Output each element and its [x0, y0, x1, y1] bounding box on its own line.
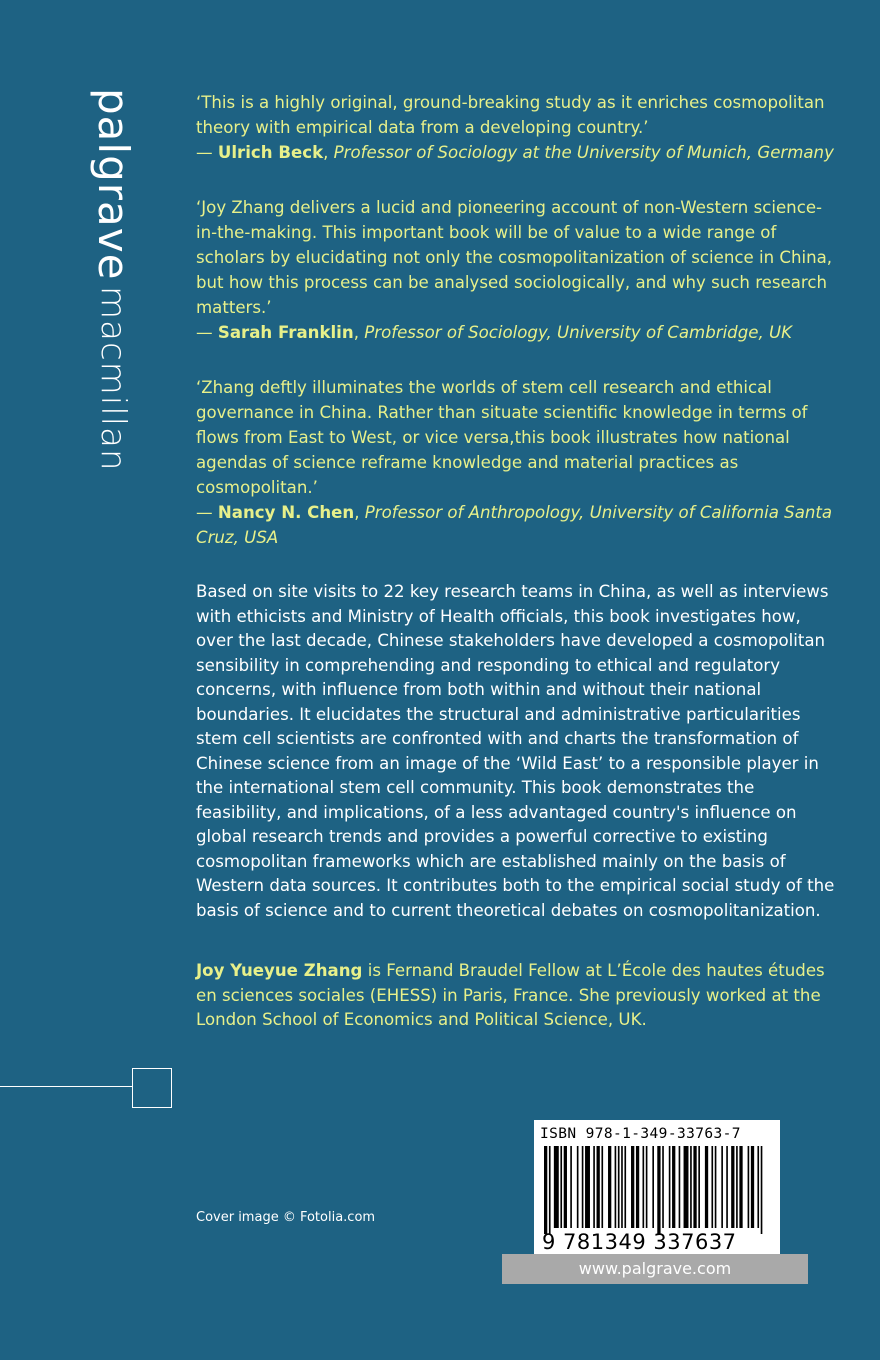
barcode-bar — [646, 1146, 648, 1228]
quote-dash: — — [196, 143, 213, 162]
barcode-bar — [636, 1146, 639, 1228]
quote-author: Ulrich Beck — [217, 143, 324, 162]
barcode-bar — [570, 1146, 572, 1228]
barcode-bar — [705, 1146, 708, 1228]
author-bio — [196, 959, 836, 1033]
quote-author: Sarah Franklin — [217, 323, 354, 342]
barcode-bar — [672, 1146, 675, 1228]
barcode-bar — [582, 1146, 584, 1228]
endorsement-quote — [196, 90, 836, 165]
barcode-bar — [693, 1146, 696, 1228]
barcode-bar — [652, 1146, 654, 1228]
barcode-bar — [597, 1146, 600, 1228]
quote-author-role: Professor of Anthropology, University of California Santa Cruz, USA — [196, 503, 833, 547]
author-bio-text: is Fernand Braudel Fellow at L’École des hautes études en sciences sociales (EHESS) in Paris, France. She previously worked at the London School of Economics and Political Science, UK. — [196, 961, 825, 1029]
barcode-bar — [739, 1146, 742, 1228]
barcode-bar — [601, 1146, 603, 1228]
decorative-square — [132, 1068, 172, 1108]
quote-text: ‘This is a highly original, ground-breaking study as it enriches cosmopolitan theory with empirical data from a developing country.’ — [196, 93, 825, 137]
barcode-bar — [698, 1146, 700, 1228]
publisher-logo — [89, 88, 138, 472]
quote-attribution: — Sarah Franklin, Professor of Sociology, University of Cambridge, UK — [196, 323, 793, 342]
decorative-rule — [0, 1086, 132, 1087]
barcode-bar — [585, 1146, 590, 1228]
isbn-barcode — [534, 1120, 780, 1254]
barcode-bar — [731, 1146, 734, 1228]
barcode-bar — [643, 1146, 645, 1228]
barcode-bar — [631, 1146, 634, 1228]
barcode-bar — [608, 1146, 611, 1228]
quote-text: ‘Zhang deftly illuminates the worlds of stem cell research and ethical governance in China. Rather than situate scientific knowledge in terms of flows from East to West, or vice versa,this book illustrates how national agendas of science reframe knowledge and material practices as cosmopolitan.’ — [196, 378, 808, 497]
isbn-digits: 9 781349 337637 — [542, 1230, 737, 1254]
quote-dash: — — [196, 503, 213, 522]
quote-text: ‘Joy Zhang delivers a lucid and pioneering account of non-Western science-in-the-making. This important book will be of value to a wide range of scholars by elucidating not only the cosmopolitanization of science in China, but how this process can be analysed sociologically, and why such research matters.’ — [196, 198, 833, 317]
barcode-bar — [593, 1146, 595, 1228]
barcode-bar — [726, 1146, 728, 1228]
quote-author-role: Professor of Sociology, University of Cambridge, UK — [364, 323, 793, 342]
endorsement-quote — [196, 375, 836, 550]
publisher-website: www.palgrave.com — [502, 1254, 808, 1284]
barcode-bar — [618, 1146, 620, 1228]
barcode-bar — [684, 1146, 689, 1228]
author-name: Joy Yueyue Zhang — [196, 961, 363, 980]
publisher-logo-line1: palgrave — [89, 88, 138, 281]
cover-text — [196, 90, 836, 1033]
quote-attribution: — Nancy N. Chen, Professor of Anthropology, University of California Santa Cruz, USA — [196, 503, 833, 547]
barcode-bar — [751, 1146, 754, 1228]
barcode-bar — [736, 1146, 738, 1228]
barcode-bar — [621, 1146, 623, 1228]
quote-attribution: — Ulrich Beck, Professor of Sociology at the University of Munich, Germany — [196, 143, 834, 162]
barcode-bar — [715, 1146, 717, 1228]
book-description: Based on site visits to 22 key research teams in China, as well as interviews with ethicists and Ministry of Health officials, this book investigates how, over the last decade, Chinese stakeholders have developed a cosmopolitan sensibility in comprehending and responding to ethical and regulatory concerns, with influence from both within and without their national boundaries. It elucidates the structural and administrative particularities stem cell scientists are confronted with and charts the transformation of Chinese science from an image of the ‘Wild East’ to a responsible player in the international stem cell community. This book demonstrates the feasibility, and implications, of a less advantaged country's influence on global research trends and provides a powerful corrective to existing cosmopolitan frameworks which are established mainly on the basis of Western data sources. It contributes both to the empirical social study of the basis of science and to current theoretical debates on cosmopolitanization. — [196, 582, 835, 920]
quote-author: Nancy N. Chen — [217, 503, 355, 522]
barcode-bar — [549, 1146, 551, 1234]
barcode-bar — [711, 1146, 713, 1228]
barcode-bar — [669, 1146, 671, 1228]
barcode-bar — [577, 1146, 579, 1228]
barcode-bar — [624, 1146, 626, 1228]
barcode-bar — [690, 1146, 692, 1228]
barcode-bar — [757, 1146, 759, 1228]
isbn-label: ISBN 978-1-349-33763-7 — [540, 1126, 741, 1142]
barcode-bar — [657, 1146, 660, 1234]
cover-image-credit: Cover image © Fotolia.com — [196, 1210, 376, 1225]
barcode-bars — [544, 1146, 764, 1234]
quote-dash: — — [196, 323, 213, 342]
barcode-bar — [721, 1146, 723, 1228]
barcode-bar — [748, 1146, 750, 1228]
barcode-bar — [564, 1146, 567, 1228]
barcode-bar — [554, 1146, 559, 1228]
barcode-bar — [679, 1146, 681, 1228]
barcode-bar — [544, 1146, 547, 1234]
barcode-bar — [662, 1146, 664, 1228]
quote-author-role: Professor of Sociology at the University of Munich, Germany — [333, 143, 834, 162]
barcode-bar — [615, 1146, 617, 1228]
publisher-logo-line2: macmillan — [93, 285, 133, 472]
barcode-bar — [560, 1146, 562, 1228]
endorsement-quote — [196, 195, 836, 345]
barcode-bar — [761, 1146, 763, 1234]
